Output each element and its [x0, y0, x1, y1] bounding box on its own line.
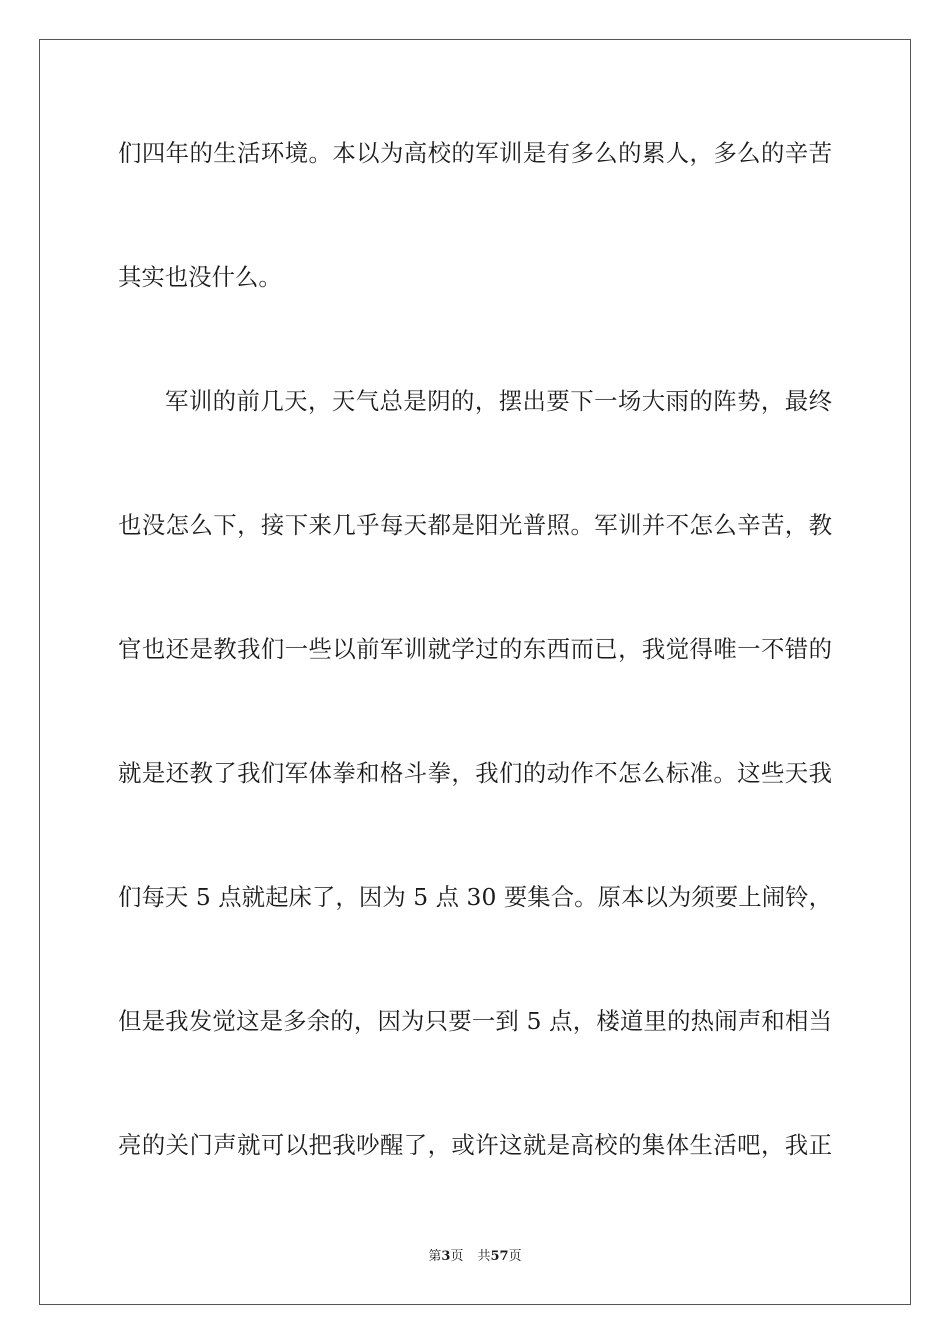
- page-prefix: 第: [428, 1249, 442, 1264]
- page-border: [39, 39, 911, 1305]
- page-footer: [0, 1247, 950, 1267]
- total-suffix: 页: [508, 1249, 522, 1264]
- page-suffix: 页: [450, 1249, 464, 1264]
- paragraph-line-7: 们每天 5 点就起床了，因为 5 点 30 要集合。原本以为须要上闹铃，: [118, 883, 832, 911]
- total-prefix: 共: [477, 1249, 491, 1264]
- paragraph-line-1: 们四年的生活环境。本以为高校的军训是有多么的累人，多么的辛苦: [118, 139, 832, 167]
- paragraph-line-6: 就是还教了我们军体拳和格斗拳，我们的动作不怎么标准。这些天我: [118, 759, 832, 787]
- total-pages: 57: [490, 1249, 509, 1264]
- paragraph-line-4: 也没怎么下，接下来几乎每天都是阳光普照。军训并不怎么辛苦，教: [118, 511, 832, 539]
- paragraph-line-2: 其实也没什么。: [118, 263, 282, 291]
- paragraph-line-8: 但是我发觉这是多余的，因为只要一到 5 点，楼道里的热闹声和相当: [118, 1007, 832, 1035]
- paragraph-line-3: 军训的前几天，天气总是阴的，摆出要下一场大雨的阵势，最终: [165, 387, 832, 415]
- paragraph-line-9: 亮的关门声就可以把我吵醒了，或许这就是高校的集体生活吧，我正: [118, 1131, 832, 1159]
- paragraph-line-5: 官也还是教我们一些以前军训就学过的东西而已，我觉得唯一不错的: [118, 635, 832, 663]
- page-number: 3: [441, 1249, 451, 1264]
